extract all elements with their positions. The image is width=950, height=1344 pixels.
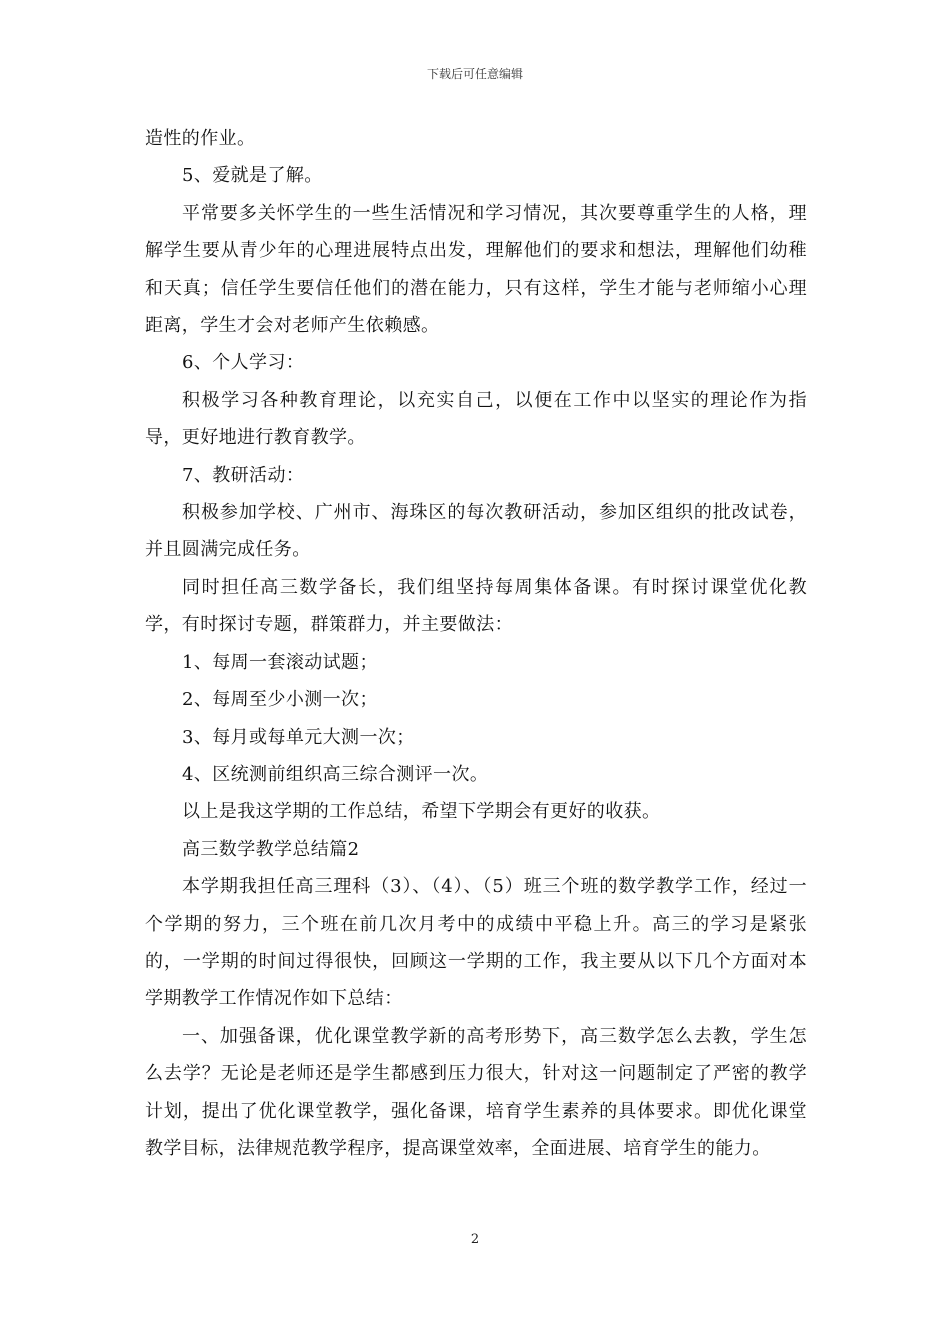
list-item: 4、区统测前组织高三综合测评一次。 (182, 763, 489, 785)
document-body (145, 120, 807, 1167)
section-heading: 高三数学教学总结篇2 (182, 838, 360, 860)
paragraph: 同时担任高三数学备长，我们组坚持每周集体备课。有时探讨课堂优化教学，有时探讨专题，群策群力，并主要做法： (145, 576, 807, 636)
paragraph: 6、个人学习： (182, 352, 305, 374)
list-item: 2、每周至少小测一次； (182, 689, 378, 711)
list-item: 3、每月或每单元大测一次； (182, 726, 415, 748)
paragraph: 5、爱就是了解。 (182, 165, 323, 187)
list-item: 1、每周一套滚动试题； (182, 651, 378, 673)
paragraph: 积极参加学校、广州市、海珠区的每次教研活动，参加区组织的批改试卷，并且圆满完成任务。 (145, 502, 807, 561)
page-number: 2 (470, 1232, 480, 1247)
page-header: 下载后可任意编辑 (426, 67, 523, 81)
paragraph: 本学期我担任高三理科（3）、（4）、（5）班三个班的数学教学工作，经过一个学期的努力，三个班在前几次月考中的成绩中平稳上升。高三的学习是紧张的，一学期的时间过得很快，回顾这一学期的工作，我主要从以下几个方面对本学期教学工作情况作如下总结： (145, 876, 807, 1010)
paragraph: 平常要多关怀学生的一些生活情况和学习情况，其次要尊重学生的人格，理解学生要从青少年的心理进展特点出发，理解他们的要求和想法，理解他们幼稚和天真；信任学生要信任他们的潜在能力，只有这样，学生才能与老师缩小心理距离，学生才会对老师产生依赖感。 (145, 202, 807, 337)
paragraph: 造性的作业。 (145, 128, 256, 149)
paragraph: 积极学习各种教育理论，以充实自己，以便在工作中以坚实的理论作为指导，更好地进行教育教学。 (145, 389, 807, 449)
paragraph: 7、教研活动： (182, 464, 305, 486)
paragraph: 一、加强备课，优化课堂教学新的高考形势下，高三数学怎么去教，学生怎么去学？无论是老师还是学生都感到压力很大，针对这一问题制定了严密的教学计划，提出了优化课堂教学，强化备课，培育学生素养的具体要求。即优化课堂教学目标，法律规范教学程序，提高课堂效率，全面进展、培育学生的能力。 (145, 1025, 807, 1159)
paragraph: 以上是我这学期的工作总结，希望下学期会有更好的收获。 (182, 801, 661, 823)
